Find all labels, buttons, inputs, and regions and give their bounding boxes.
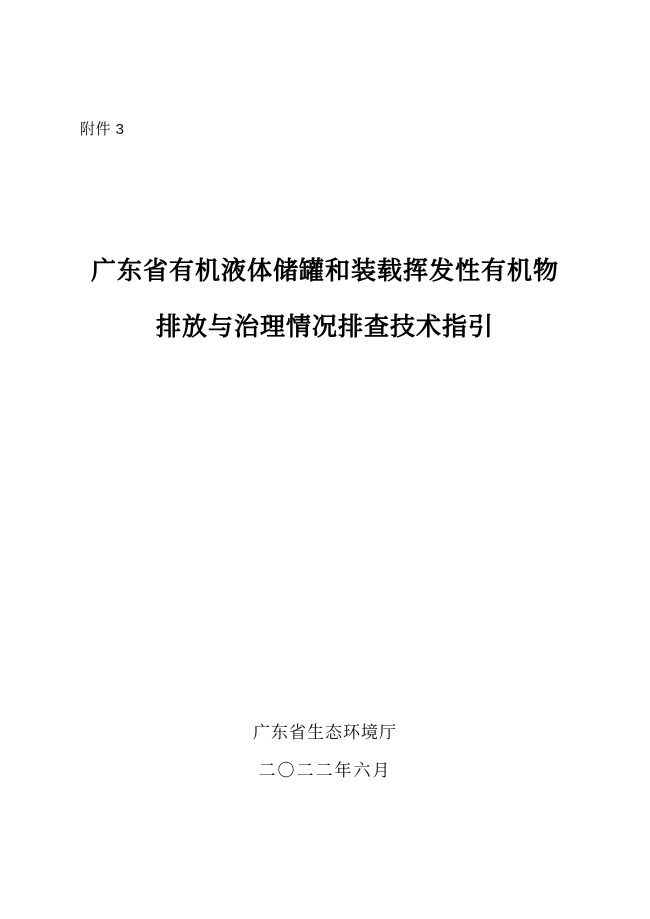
issuer-block: [0, 714, 650, 790]
issue-date: 二〇二二年六月: [258, 761, 392, 780]
page-title: [0, 244, 650, 356]
page-title-line-2: 排放与治理情况排查技术指引: [155, 314, 494, 341]
attachment-label: 附件 3: [80, 121, 125, 138]
page-title-line-1: 广东省有机液体储罐和装载挥发性有机物: [90, 258, 559, 285]
issuing-authority: 广东省生态环境厅: [253, 723, 397, 742]
